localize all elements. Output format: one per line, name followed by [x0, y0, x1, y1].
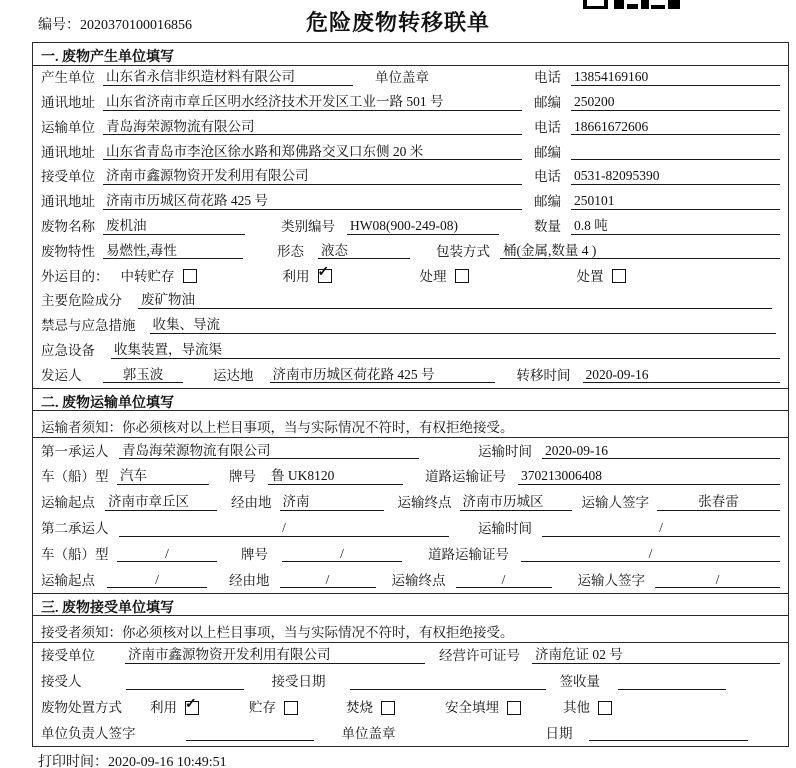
- form-state-value: 液态: [318, 243, 410, 260]
- packaging-value: 桶(金属,数量 4 ): [500, 243, 780, 260]
- end-label: 运输终点: [397, 495, 452, 511]
- other-checkbox-icon: [598, 701, 612, 715]
- responsible-sign-value: [186, 740, 314, 741]
- serial-value: 2020370100016856: [80, 18, 192, 33]
- disposal-option-label: 安全填埋: [445, 700, 499, 716]
- purpose-option-label: 利用: [282, 268, 310, 284]
- main-hazard-row: [33, 289, 788, 314]
- carrier-sign-label: 运输人签字: [581, 495, 649, 511]
- unit-seal-label: 单位盖章: [341, 725, 396, 741]
- serial-label: 编号：: [38, 18, 80, 33]
- disposal-option-label: 利用: [150, 700, 177, 716]
- address-label: 通讯地址: [41, 194, 95, 210]
- transfer-time-value: 2020-09-16: [583, 367, 781, 384]
- transport-time-value: 2020-09-16: [542, 443, 780, 460]
- disposal-option-store: [249, 700, 298, 716]
- route-row-2: [33, 567, 788, 593]
- section3-note: 接受者须知：你必须核对以上栏目事项，当与实际情况不符时，有权拒绝接受。: [33, 616, 788, 643]
- carrier-sign-label: 运输人签字: [577, 572, 645, 588]
- packaging-label: 包装方式: [436, 243, 490, 259]
- end-value: 济南市历城区: [460, 494, 572, 511]
- form-state-label: 形态: [277, 243, 304, 259]
- responsible-sign-label: 单位负责人签字: [41, 725, 136, 741]
- received-amount-label: 签收量: [559, 674, 600, 690]
- postcode-label: 邮编: [534, 194, 561, 210]
- receive-phone-value: 0531-82095390: [571, 168, 780, 185]
- receive-unit-label: 接受单位: [41, 169, 95, 185]
- road-permit-value: 370213006408: [518, 468, 780, 485]
- plate-no2-value: /: [282, 546, 402, 563]
- section1-header: 一. 废物产生单位填写: [33, 43, 788, 66]
- waste-traits-row: [33, 240, 788, 265]
- waste-traits-label: 废物特性: [41, 243, 95, 259]
- end-label: 运输终点: [391, 572, 446, 588]
- vehicle-type2-value: /: [117, 546, 217, 563]
- accept-unit-value: 济南市鑫源物资开发利用有限公司: [125, 647, 425, 664]
- produce-unit-value: 山东省永信非织造材料有限公司: [103, 69, 353, 86]
- transport-address-value: 山东省青岛市李沧区徐水路和郑佛路交叉口东侧 20 米: [103, 144, 522, 161]
- via-value: 济南: [280, 494, 384, 511]
- produce-unit-row: [33, 66, 788, 91]
- waste-name-value: 废机油: [103, 218, 245, 235]
- vehicle-type-label: 车（船）型: [41, 546, 109, 562]
- transport-unit-label: 运输单位: [41, 119, 95, 135]
- first-carrier-value: 青岛海荣源物流有限公司: [119, 443, 419, 460]
- print-time: [38, 751, 227, 768]
- main-hazard-value: 废矿物油: [138, 292, 772, 309]
- quantity-value: 0.8 吨: [571, 218, 780, 235]
- waste-name-label: 废物名称: [41, 219, 95, 235]
- category-code-value: HW08(900-249-08): [347, 218, 499, 235]
- receive-unit-value: 济南市鑫源物资开发利用有限公司: [103, 168, 522, 185]
- disposal-option-other: [563, 700, 612, 716]
- receiver-label: 接受人: [41, 674, 82, 690]
- waste-traits-value: 易燃性,毒性: [103, 243, 243, 260]
- purpose-option-label: 处理: [419, 268, 447, 284]
- section2-header: 二. 废物运输单位填写: [33, 388, 788, 411]
- accept-unit-label: 接受单位: [41, 648, 95, 664]
- shipper-label: 发运人: [41, 367, 82, 383]
- disposal-method-row: [33, 695, 788, 721]
- carrier-sign-value: 张春雷: [657, 494, 780, 511]
- carrier-sign2-value: /: [655, 572, 780, 589]
- transport-unit-row: [33, 116, 788, 141]
- shipper-row: [33, 364, 788, 389]
- received-amount-value: [618, 689, 726, 690]
- transport-postcode-value: [571, 159, 780, 160]
- emergency-equipment-label: 应急设备: [41, 343, 95, 359]
- vehicle-type-value: 汽车: [117, 468, 209, 485]
- responsible-sign-row: [33, 721, 788, 747]
- produce-unit-label: 产生单位: [41, 70, 95, 86]
- receive-address-value: 济南市历城区荷花路 425 号: [103, 193, 522, 210]
- purpose-option-utilize: [283, 269, 332, 285]
- road-permit-label: 道路运输证号: [425, 469, 506, 485]
- utilize-checkbox-icon: [185, 701, 199, 715]
- produce-address-value: 山东省济南市章丘区明水经济技术开发区工业一路 501 号: [103, 94, 522, 111]
- accept-date-label: 接受日期: [271, 674, 326, 690]
- end2-value: /: [456, 572, 552, 589]
- origin-label: 运输起点: [41, 572, 95, 588]
- dispose-checkbox-icon: [612, 269, 626, 283]
- section3-header: 三. 废物接受单位填写: [33, 593, 788, 616]
- emergency-equipment-row: [33, 339, 788, 364]
- disposal-option-incinerate: [346, 700, 395, 716]
- purpose-row: [33, 264, 788, 289]
- quantity-label: 数量: [534, 219, 561, 235]
- transport-time-label: 运输时间: [478, 521, 532, 537]
- landfill-checkbox-icon: [507, 701, 521, 715]
- vehicle-row-2: [33, 542, 788, 568]
- accept-date-value: [350, 689, 546, 690]
- form-table: [32, 42, 789, 747]
- receive-unit-row: [33, 165, 788, 190]
- section2-note: 运输者须知：你必须核对以上栏目事项，当与实际情况不符时，有权拒绝接受。: [33, 411, 788, 438]
- produce-postcode-value: 250200: [571, 94, 780, 111]
- transport-time-label: 运输时间: [478, 443, 532, 459]
- precautions-row: [33, 314, 788, 339]
- date-label: 日期: [545, 725, 573, 741]
- phone-label: 电话: [534, 70, 561, 86]
- date-value: [589, 740, 749, 741]
- main-hazard-label: 主要危险成分: [41, 293, 122, 309]
- emergency-equipment-value: 收集装置，导流渠: [111, 342, 780, 359]
- precautions-label: 禁忌与应急措施: [41, 318, 136, 334]
- disposal-option-utilize: [150, 700, 199, 716]
- receive-address-row: [33, 190, 788, 215]
- transfer-storage-checkbox-icon: [183, 269, 197, 283]
- category-code-label: 类别编号: [281, 219, 335, 235]
- postcode-label: 邮编: [534, 95, 561, 111]
- plate-no-label: 牌号: [241, 546, 268, 562]
- treat-checkbox-icon: [455, 269, 469, 283]
- second-carrier-row: [33, 516, 788, 542]
- via-label: 经由地: [229, 572, 270, 588]
- via-label: 经由地: [231, 495, 272, 511]
- purpose-option-label: 处置: [576, 268, 604, 284]
- page-title: 危险废物转移联单: [305, 10, 490, 35]
- phone-label: 电话: [534, 169, 561, 185]
- destination-value: 济南市历城区荷花路 425 号: [270, 367, 495, 384]
- shipper-value: 郭玉波: [103, 367, 183, 384]
- license-no-label: 经营许可证号: [439, 648, 520, 664]
- route-row-1: [33, 490, 788, 516]
- purpose-label: 外运目的：: [41, 268, 109, 284]
- receiver-value: [126, 689, 244, 690]
- waste-name-row: [33, 215, 788, 240]
- plate-no-label: 牌号: [229, 469, 256, 485]
- vehicle-row-1: [33, 464, 788, 490]
- phone-label: 电话: [534, 119, 561, 135]
- license-no-value: 济南危证 02 号: [532, 647, 780, 664]
- disposal-option-landfill: [445, 700, 521, 716]
- purpose-option-label: 中转贮存: [120, 268, 175, 284]
- road-permit2-value: /: [521, 546, 780, 563]
- disposal-method-label: 废物处置方式: [41, 700, 122, 716]
- destination-label: 运达地: [213, 367, 254, 383]
- origin2-value: /: [107, 572, 207, 589]
- origin-value: 济南市章丘区: [105, 494, 217, 511]
- first-carrier-label: 第一承运人: [41, 443, 109, 459]
- plate-no-value: 鲁 UK8120: [268, 468, 403, 485]
- transport-unit-value: 青岛海荣源物流有限公司: [103, 119, 522, 136]
- store-checkbox-icon: [284, 701, 298, 715]
- first-carrier-row: [33, 438, 788, 464]
- vehicle-type-label: 车（船）型: [41, 469, 109, 485]
- purpose-option-dispose: [577, 269, 626, 285]
- utilize-checkbox-icon: [318, 269, 332, 283]
- disposal-option-label: 其他: [563, 700, 590, 716]
- receiver-row: [33, 669, 788, 695]
- road-permit-label: 道路运输证号: [428, 546, 509, 562]
- print-time-value: 2020-09-16 10:49:51: [108, 755, 227, 768]
- transport-phone-value: 18661672606: [571, 119, 780, 136]
- print-time-label: 打印时间：: [38, 755, 108, 768]
- transport-time2-value: /: [542, 520, 780, 537]
- second-carrier-label: 第二承运人: [41, 521, 109, 537]
- incinerate-checkbox-icon: [381, 701, 395, 715]
- seal-label: 单位盖章: [375, 70, 429, 86]
- second-carrier-value: /: [119, 520, 449, 537]
- precautions-value: 收集、导流: [150, 317, 777, 334]
- purpose-option-transfer-storage: [121, 269, 197, 285]
- origin-label: 运输起点: [41, 495, 95, 511]
- accept-unit-row: [33, 643, 788, 669]
- postcode-label: 邮编: [534, 144, 561, 160]
- produce-phone-value: 13854169160: [571, 69, 780, 86]
- address-label: 通讯地址: [41, 95, 95, 111]
- disposal-option-label: 焚烧: [346, 700, 373, 716]
- transport-address-row: [33, 140, 788, 165]
- produce-address-row: [33, 91, 788, 116]
- via2-value: /: [280, 572, 376, 589]
- receive-postcode-value: 250101: [571, 193, 780, 210]
- address-label: 通讯地址: [41, 144, 95, 160]
- transfer-time-label: 转移时间: [516, 367, 571, 383]
- disposal-option-label: 贮存: [249, 700, 276, 716]
- purpose-option-treat: [420, 269, 469, 285]
